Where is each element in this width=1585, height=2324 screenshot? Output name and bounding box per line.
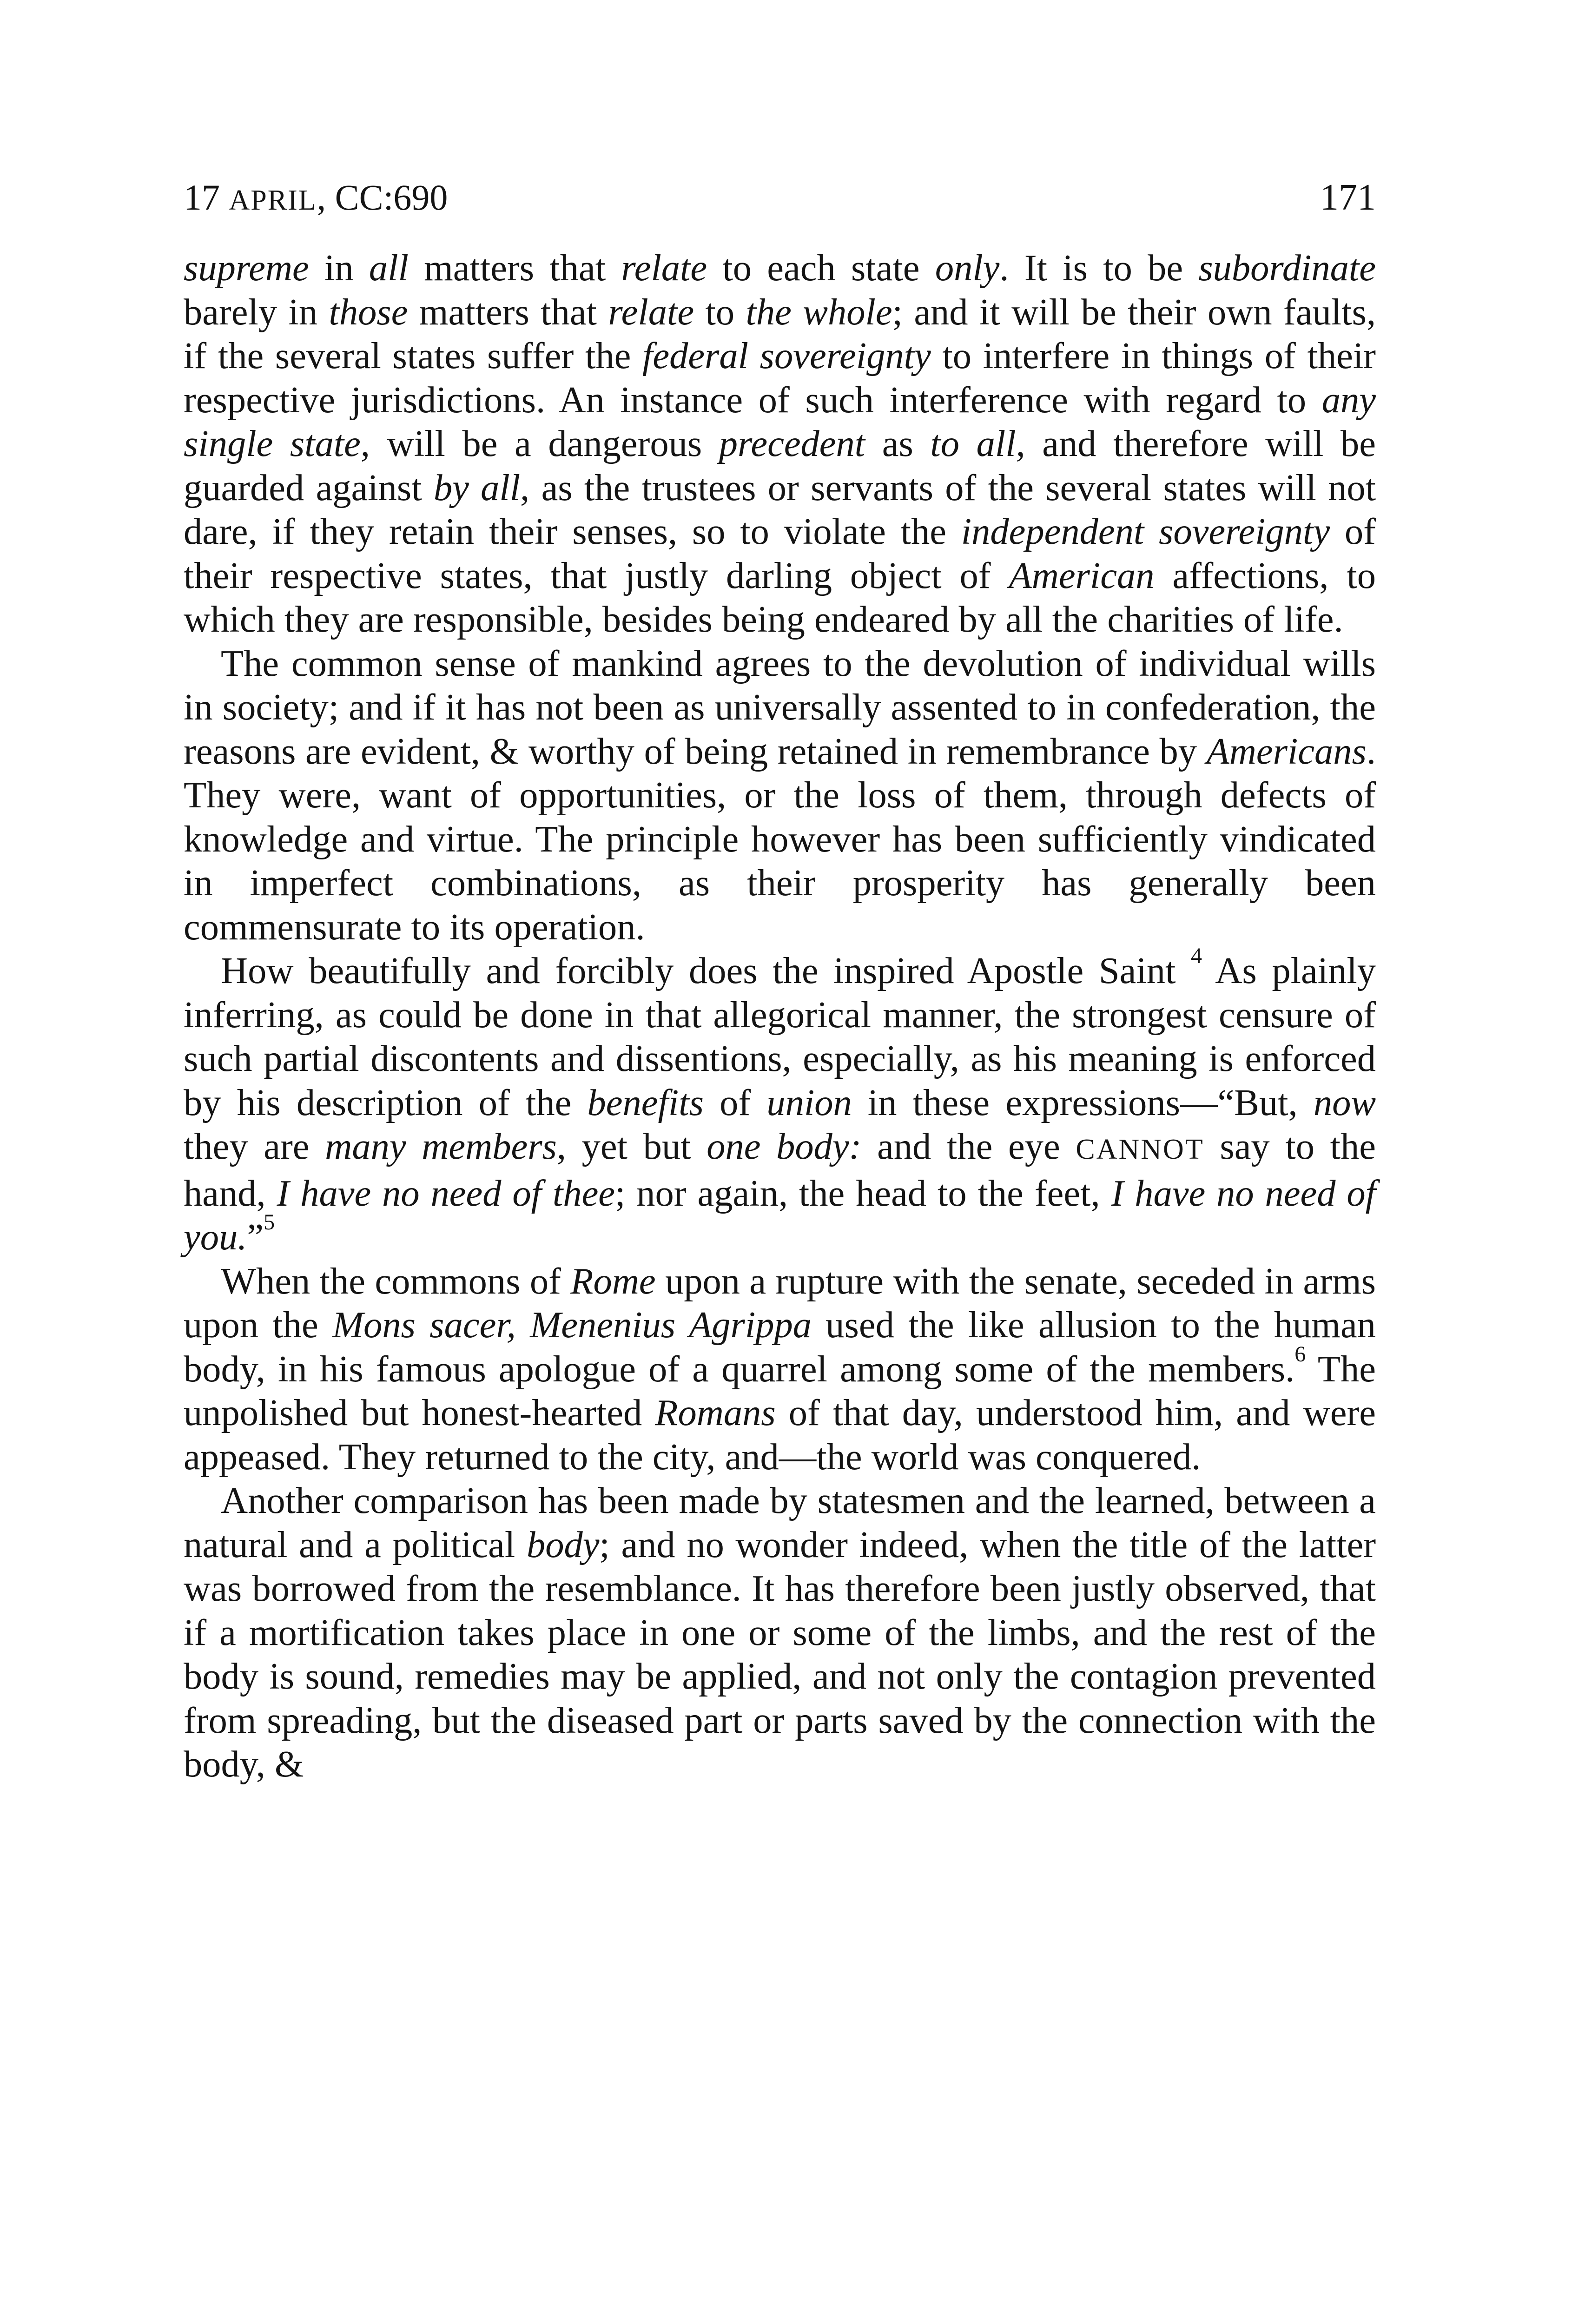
p3-s4: As plainly inferring, as could be done in that allegorical manner, the strongest censure of such partial discontents and dissentions, especially, as his meaning is enforced by his description of the <box>184 950 1376 1123</box>
p1-s29: American <box>1009 555 1155 596</box>
p1-s20: , will be a dangerous <box>360 423 719 464</box>
p4-s5: used the like allusion to the human body, in his famous apologue of a quarrel among some of the members. <box>184 1304 1376 1390</box>
p3-s14: and the eye <box>861 1126 1076 1167</box>
p4-s1: When the commons of <box>221 1260 571 1302</box>
p1-s6: to each state <box>707 247 935 289</box>
p2-s2: Americans <box>1206 730 1367 772</box>
p3-s7: union <box>766 1082 852 1123</box>
p1-s27: independent sovereignty <box>961 511 1330 552</box>
paragraph-2 <box>184 642 1376 950</box>
running-head-day: 17 <box>184 177 229 218</box>
running-head <box>184 172 448 226</box>
p4-s4: Mons sacer, Menenius Agrippa <box>332 1304 812 1346</box>
p1-s3: all <box>369 247 409 289</box>
p3-s15: CANNOT <box>1076 1134 1204 1165</box>
p1-s8: . It is to be <box>999 247 1199 289</box>
footnote-ref-6: 6 <box>1294 1341 1306 1367</box>
p4-s7: Romans <box>655 1392 776 1433</box>
body-text <box>184 246 1376 1787</box>
p1-s24: , and therefore will be guarded against <box>184 423 1376 508</box>
p1-s19: any single state <box>184 379 1376 464</box>
p5-s1: Another comparison has been made by statesmen and the learned, between a natural and a political <box>184 1480 1376 1565</box>
p1-s18: to interfere in things of their respective jurisdictions. An instance of such interference with regard to <box>184 335 1376 421</box>
p3-s12: , yet but <box>556 1126 707 1167</box>
p3-s19: I have no need of you. <box>184 1172 1376 1258</box>
p3-s5: benefits <box>587 1082 704 1123</box>
p3-s11: many members <box>325 1126 557 1167</box>
p1-s15: the whole <box>746 291 892 333</box>
paragraph-4 <box>184 1260 1376 1479</box>
paragraph-5 <box>184 1479 1376 1787</box>
p3-s17: I have no need of thee <box>277 1172 615 1214</box>
p2-s3: . They were, want of opportunities, or the loss of them, through defects of knowledge and virtue. The principle however has been sufficiently vindicated in imperfect combinations, as their prosperity has generally been commensurate to its operation. <box>184 730 1376 948</box>
running-head-ref: , CC:690 <box>317 177 448 218</box>
running-head-month: APRIL <box>229 185 317 216</box>
p1-s4: matters that <box>408 247 621 289</box>
footnote-ref-5: 5 <box>264 1209 275 1235</box>
p5-s2: body <box>526 1524 600 1565</box>
p1-s14: to <box>694 291 746 333</box>
paragraph-1 <box>184 246 1376 642</box>
footnote-ref-4: 4 <box>1191 943 1202 968</box>
p1-s1: supreme <box>184 247 309 289</box>
p1-s10: barely in <box>184 291 329 333</box>
p4-s8: of that day, understood him, and were appeased. They returned to the city, and—the world was conquered. <box>184 1392 1376 1478</box>
p1-s22: as <box>865 423 931 464</box>
p1-s30: affections, to which they are responsible, besides being endeared by all the charities of life. <box>184 555 1376 640</box>
p1-s11: those <box>329 291 408 333</box>
p1-s25: by all <box>433 467 521 508</box>
page-number: 171 <box>1320 177 1376 218</box>
p3-s9: now <box>1313 1082 1376 1123</box>
p4-s6: The unpolished but honest-hearted <box>184 1348 1376 1433</box>
p3-s1: How beautifully and forcibly does the inspired Apostle Saint <box>221 950 1191 991</box>
p4-s2: Rome <box>570 1260 656 1302</box>
p3-s6: of <box>703 1082 767 1123</box>
p3-s10: they are <box>184 1126 325 1167</box>
paragraph-3 <box>184 943 1376 1260</box>
p1-s2: in <box>309 247 369 289</box>
p1-s28: of their respective states, that justly darling object of <box>184 511 1376 596</box>
p3-s18: ; nor again, the head to the feet, <box>615 1172 1111 1214</box>
p1-s12: matters that <box>408 291 608 333</box>
p1-s7: only <box>935 247 1000 289</box>
p1-s23: to all <box>930 423 1016 464</box>
p3-s13: one body: <box>707 1126 862 1167</box>
p3-s16: say to the hand, <box>184 1126 1376 1214</box>
p5-s3: ; and no wonder indeed, when the title of the latter was borrowed from the resemblance. It has therefore been justly observed, that if a mortification takes place in one or some of the limbs, and the rest of the body is sound, remedies may be applied, and not only the contagion prevented from spreading, but the diseased part or parts saved by the connection with the body, & <box>184 1524 1376 1785</box>
p1-s17: federal sovereignty <box>642 335 931 376</box>
p1-s26: , as the trustees or servants of the several states will not dare, if they retain their senses, so to violate the <box>184 467 1376 552</box>
p3-s8: in these expressions—“But, <box>852 1082 1314 1123</box>
page-header <box>184 172 1376 223</box>
p2-s1: The common sense of mankind agrees to the devolution of individual wills in society; and if it has not been as universally assented to in confederation, the reasons are evident, & worthy of being retained in remembrance by <box>184 642 1376 772</box>
p1-s9: subordinate <box>1198 247 1376 289</box>
p4-s3: upon a rupture with the senate, seceded in arms upon the <box>184 1260 1376 1346</box>
p1-s21: precedent <box>719 423 865 464</box>
p1-s16: ; and it will be their own faults, if the several states suffer the <box>184 291 1376 376</box>
p1-s5: relate <box>621 247 707 289</box>
p3-s20: ” <box>247 1216 264 1258</box>
p1-s13: relate <box>608 291 694 333</box>
